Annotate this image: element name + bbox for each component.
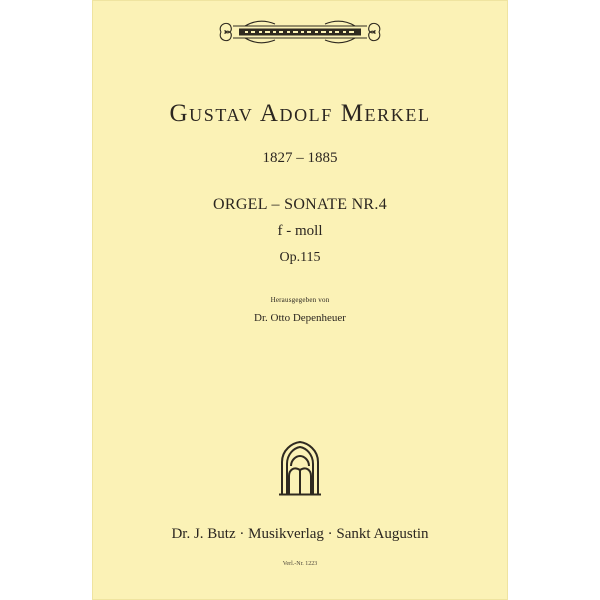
opus-number: Op.115 — [279, 250, 321, 265]
edited-by-label: Herausgegeben von — [270, 296, 330, 304]
plate-number: Verl.-Nr. 1223 — [282, 561, 318, 567]
editor-name: Dr. Otto Depenheuer — [254, 312, 346, 324]
sheet-music-cover — [92, 0, 508, 600]
gothic-arch-logo-icon — [276, 440, 324, 496]
work-key: f - moll — [277, 223, 323, 239]
composer-name: Gustav Adolf Merkel — [169, 100, 431, 127]
composer-dates: 1827 – 1885 — [262, 150, 338, 166]
work-title: ORGEL – SONATE NR.4 — [213, 196, 387, 213]
decorative-scroll-icon — [215, 16, 385, 48]
publisher-line: Dr. J. Butz · Musikverlag · Sankt Augustin — [171, 526, 429, 542]
